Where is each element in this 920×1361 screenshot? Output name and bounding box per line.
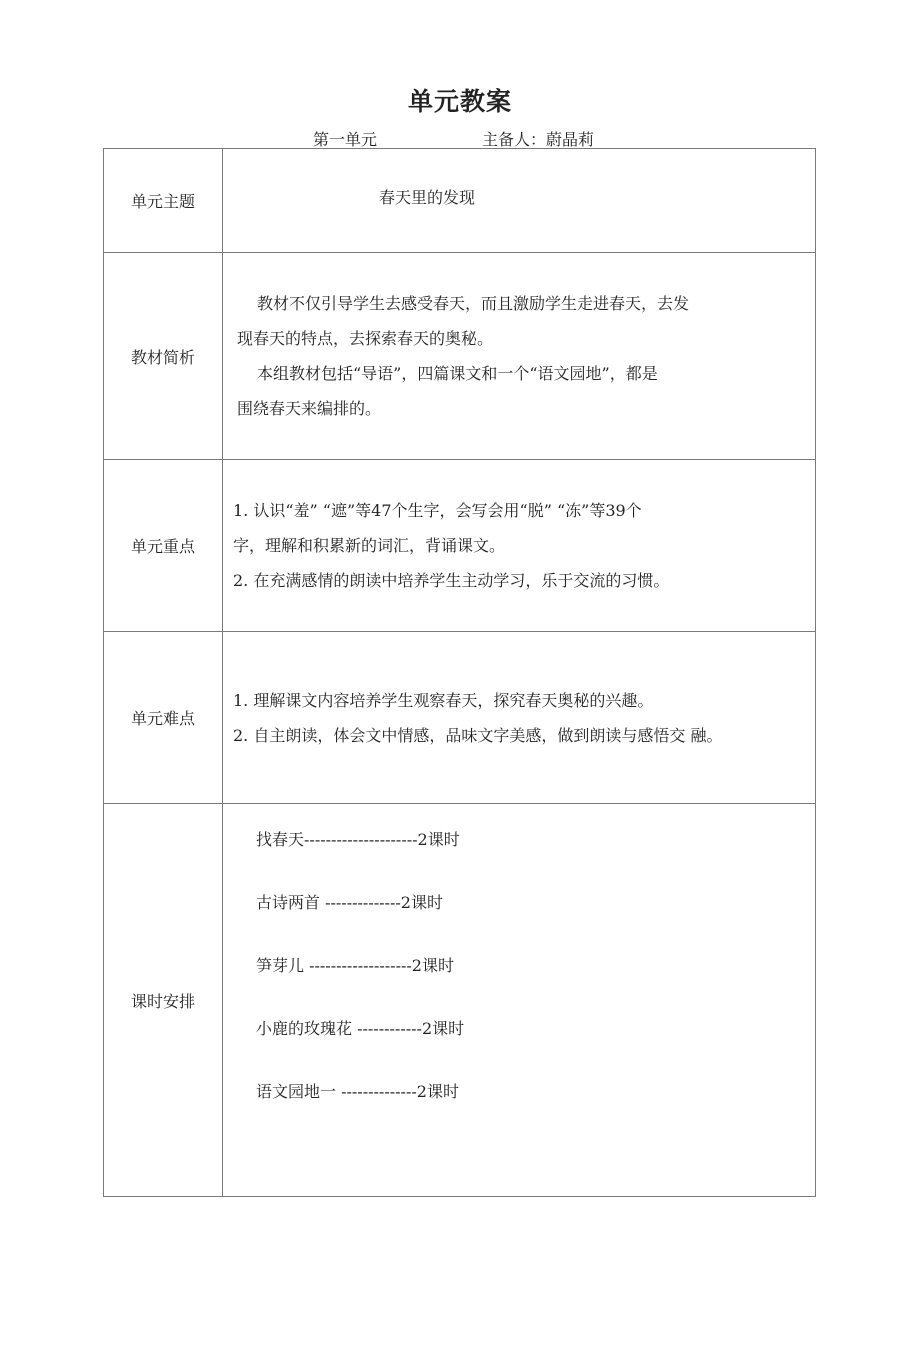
- unit-label: 第一单元: [313, 130, 378, 149]
- key-point-line: 2. 在充满感情的朗读中培养学生主动学习，乐于交流的习惯。: [233, 571, 670, 590]
- difficulty-line: 1. 理解课文内容培养学生观察春天，探究春天奥秘的兴趣。: [233, 690, 654, 710]
- difficulties-row: [104, 632, 816, 804]
- material-line: 围绕春天来编排的。: [237, 399, 382, 418]
- material-text: [223, 286, 757, 426]
- key-point-line: 字，理解和积累新的词汇，背诵课文。: [233, 536, 506, 555]
- material-line: 现春天的特点，去探索春天的奥秘。: [237, 329, 494, 348]
- key-point-line: 1. 认识“羞” “遮”等47个生字，会写会用“脱” “冻”等39个: [233, 501, 642, 520]
- material-line: 教材不仅引导学生去感受春天，而且激励学生走进春天，去发: [257, 294, 690, 313]
- schedule-cell: [223, 804, 816, 1197]
- key-points-row: [104, 460, 816, 632]
- page-title: 单元教案: [407, 87, 512, 116]
- key-points-cell: [223, 460, 816, 632]
- topic-value: 春天里的发现: [379, 188, 476, 207]
- lesson-plan-table: [103, 148, 816, 1197]
- schedule-item: 笋芽儿 -------------------2课时: [256, 955, 454, 975]
- key-points-label: 单元重点: [104, 460, 223, 632]
- topic-row: [104, 149, 816, 253]
- material-label: 教材简析: [104, 253, 223, 460]
- difficulties-label: 单元难点: [104, 632, 223, 804]
- topic-cell: [223, 149, 816, 253]
- material-row: [104, 253, 816, 460]
- preparer-label: 主备人：蔚晶莉: [482, 130, 595, 149]
- schedule-item: 找春天---------------------2课时: [256, 829, 460, 849]
- material-line: 本组教材包括“导语”，四篇课文和一个“语文园地”，都是: [257, 364, 658, 383]
- schedule-row: [104, 804, 816, 1197]
- schedule-item: 古诗两首 --------------2课时: [256, 892, 443, 912]
- schedule-label: 课时安排: [104, 804, 223, 1197]
- schedule-item: 小鹿的玫瑰花 ------------2课时: [256, 1018, 465, 1038]
- schedule-list: [223, 828, 815, 1143]
- key-points-text: [223, 493, 815, 598]
- difficulties-text: [223, 683, 815, 753]
- difficulties-cell: [223, 632, 816, 804]
- material-cell: [223, 253, 816, 460]
- schedule-item: 语文园地一 --------------2课时: [256, 1081, 459, 1101]
- topic-label: 单元主题: [104, 149, 223, 253]
- difficulty-line: 2. 自主朗读，体会文中情感，品味文字美感，做到朗读与感悟交 融。: [233, 725, 723, 745]
